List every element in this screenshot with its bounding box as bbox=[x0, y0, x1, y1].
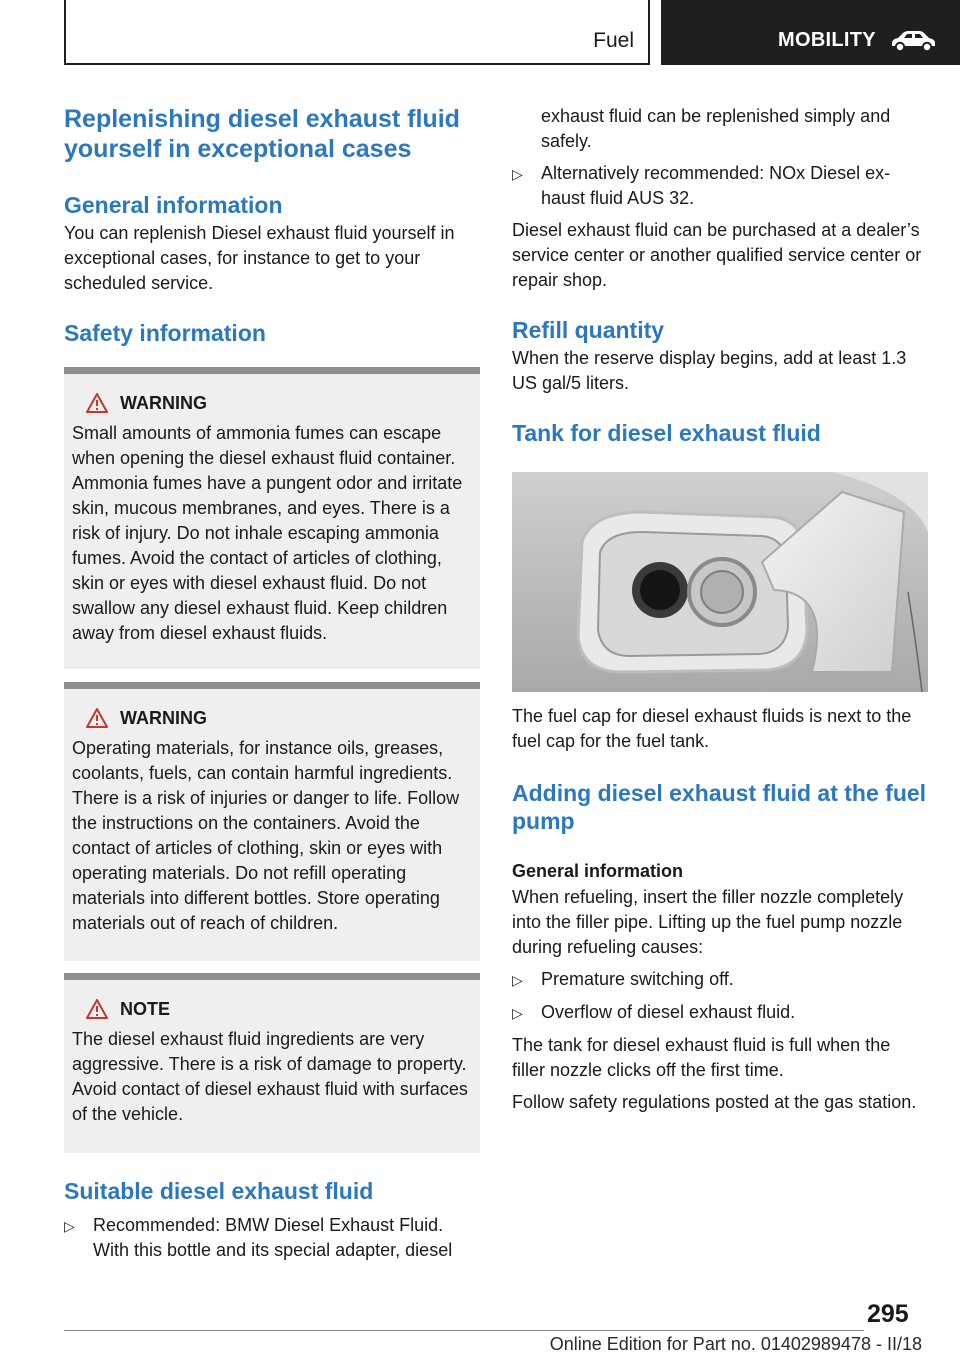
bullet-text: Premature switching off. bbox=[541, 969, 734, 989]
car-icon bbox=[888, 30, 938, 54]
warning-label: WARNING bbox=[120, 708, 207, 728]
right-column-top bbox=[512, 104, 928, 447]
warning-text: Small amounts of ammonia fumes can escape when opening the diesel exhaust fluid container. Ammonia fumes have a pungent odor and irritate skin, mucous membranes, and eyes. There is a risk of injury. Do not inhale escaping ammonia fumes. Avoid the contact of articles of clothing, skin or eyes with diesel exhaust fluid. Do not swallow any diesel exhaust fluid. Keep children away from diesel exhaust fluids. bbox=[72, 423, 463, 643]
warning-label: WARNING bbox=[120, 393, 207, 413]
photo-caption: The fuel cap for diesel exhaust fluids is next to the fuel cap for the fuel tank. bbox=[512, 706, 912, 751]
bullet-continuation: exhaust fluid can be replenished simply and safely. bbox=[541, 106, 891, 151]
page-title: Replenishing diesel exhaust fluid yourself in exceptional cases bbox=[64, 105, 460, 163]
bullet-text: Overflow of diesel exhaust fluid. bbox=[541, 1002, 796, 1022]
suitable-fluid-heading: Suitable diesel exhaust fluid bbox=[64, 1178, 374, 1204]
note-label: NOTE bbox=[120, 999, 171, 1019]
warning-triangle-icon bbox=[86, 999, 108, 1019]
warning-box-2 bbox=[64, 682, 480, 961]
left-column bbox=[64, 104, 484, 1263]
page-number: 295 bbox=[867, 1300, 909, 1328]
warning-text: Operating materials, for instance oils, greases, coolants, fuels, can contain harmful ingredients. There is a risk of injuries or danger to life. Follow the instructions on the containers. Avoid the contact of articles of clothing, skin or eyes with operating materials. Do not refill operating materials into different bottles. Store operating materials out of reach of children. bbox=[72, 738, 460, 933]
refueling-text: When refueling, insert the filler nozzle completely into the filler pipe. Lifting up the fuel pump nozzle during refueling causes: bbox=[512, 887, 904, 957]
refill-quantity-text: When the reserve display begins, add at least 1.3 US gal/5 liters. bbox=[512, 348, 907, 393]
warning-triangle-icon bbox=[86, 708, 108, 728]
header-chapter-label: MOBILITY bbox=[778, 29, 876, 51]
safety-info-heading: Safety information bbox=[64, 320, 266, 346]
bullet-marker: ▷ bbox=[64, 1218, 75, 1234]
bullet-text: Alternatively recommended: NOx Diesel exhaust fluid AUS 32. bbox=[541, 163, 891, 208]
list-item bbox=[512, 967, 928, 993]
note-box bbox=[64, 973, 480, 1153]
list-item bbox=[512, 161, 928, 211]
warning-triangle-icon bbox=[86, 393, 108, 413]
footer-rule bbox=[64, 1330, 864, 1331]
refill-quantity-heading: Refill quantity bbox=[512, 317, 665, 343]
header-chapter-tab bbox=[661, 0, 960, 65]
bullet-text: Recommended: BMW Diesel Exhaust Fluid. With this bottle and its special adapter, diesel bbox=[93, 1215, 453, 1260]
general-info-text: You can replenish Diesel exhaust fluid yourself in exceptional cases, for instance to get to your scheduled service. bbox=[64, 223, 455, 293]
fuel-cap-photo bbox=[512, 472, 928, 692]
header-section-label: Fuel bbox=[593, 29, 634, 52]
general-info-heading: General information bbox=[64, 192, 283, 218]
right-column-bottom bbox=[512, 704, 928, 1115]
list-item bbox=[64, 1213, 484, 1263]
general-info-subheading: General information bbox=[512, 861, 684, 881]
footer-edition: Online Edition for Part no. 01402989478 - II/18 bbox=[549, 1334, 922, 1354]
gas-station-safety-text: Follow safety regulations posted at the gas station. bbox=[512, 1092, 917, 1112]
header-section-box bbox=[64, 0, 650, 65]
bullet-marker: ▷ bbox=[512, 166, 523, 182]
bullet-marker: ▷ bbox=[512, 972, 523, 988]
warning-box-1 bbox=[64, 367, 480, 669]
purchase-text: Diesel exhaust fluid can be purchased at a dealer’s service center or another qualified service center or repair shop. bbox=[512, 220, 922, 290]
bullet-marker: ▷ bbox=[512, 1005, 523, 1021]
note-text: The diesel exhaust fluid ingredients are very aggressive. There is a risk of damage to property. Avoid contact of diesel exhaust fluid with surfaces of the vehicle. bbox=[72, 1029, 468, 1124]
adding-fluid-heading: Adding diesel exhaust fluid at the fuel pump bbox=[512, 780, 927, 834]
list-item bbox=[512, 1000, 928, 1026]
tank-full-text: The tank for diesel exhaust fluid is full when the filler nozzle clicks off the first time. bbox=[512, 1035, 891, 1080]
tank-heading: Tank for diesel exhaust fluid bbox=[512, 420, 821, 446]
